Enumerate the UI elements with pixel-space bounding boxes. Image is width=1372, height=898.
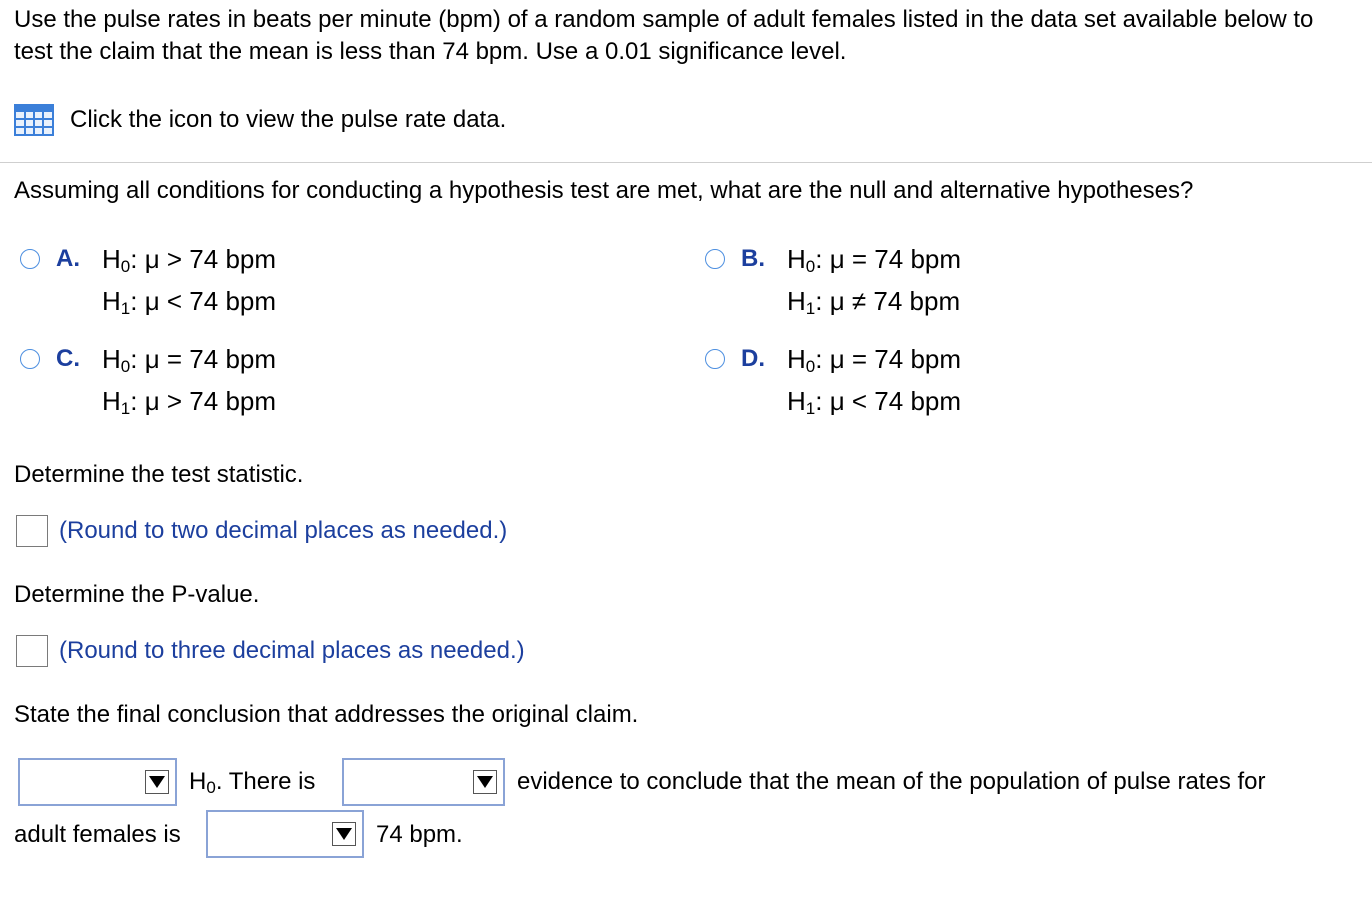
conclusion-evidence-text: evidence to conclude that the mean of the population of pulse rates for <box>517 768 1266 795</box>
p-value-hint: (Round to three decimal places as needed.) <box>59 637 525 664</box>
test-statistic-hint: (Round to two decimal places as needed.) <box>59 517 508 544</box>
option-b-h0: $H_0$: μ = 74 bpm <box>787 244 962 276</box>
option-b-radio[interactable] <box>705 249 725 269</box>
option-a-h0: $H_0$: μ > 74 bpm <box>102 244 277 276</box>
evidence-dropdown[interactable] <box>342 758 505 806</box>
option-d-h0: $H_0$: μ = 74 bpm <box>787 344 962 376</box>
conclusion-value-text: 74 bpm. <box>376 821 463 848</box>
p-value-input[interactable] <box>16 635 48 667</box>
reject-decision-dropdown[interactable] <box>18 758 177 806</box>
table-grid-icon[interactable] <box>14 104 54 136</box>
option-d-radio[interactable] <box>705 349 725 369</box>
option-a-h1: $H_1$: μ < 74 bpm <box>102 286 277 318</box>
option-b-h1: $H_1$: μ ≠ 74 bpm <box>787 286 961 318</box>
option-c-letter: C. <box>56 345 80 372</box>
conclusion-h0-text: $H_0$. There is <box>189 768 316 797</box>
data-link-label[interactable]: Click the icon to view the pulse rate data. <box>70 106 507 133</box>
option-c-h0: $H_0$: μ = 74 bpm <box>102 344 277 376</box>
option-d-letter: D. <box>741 345 765 372</box>
dropdown-arrow-icon[interactable] <box>145 770 169 794</box>
question-hypotheses-prompt: Assuming all conditions for conducting a hypothesis test are met, what are the null and alternative hypotheses? <box>14 177 1194 204</box>
dropdown-arrow-icon[interactable] <box>473 770 497 794</box>
dropdown-arrow-icon[interactable] <box>332 822 356 846</box>
option-c-h1: $H_1$: μ > 74 bpm <box>102 386 277 418</box>
p-value-prompt: Determine the P-value. <box>14 581 260 608</box>
data-link[interactable] <box>14 104 506 136</box>
option-d-h1: $H_1$: μ < 74 bpm <box>787 386 962 418</box>
option-c-radio[interactable] <box>20 349 40 369</box>
option-a-radio[interactable] <box>20 249 40 269</box>
option-b-letter: B. <box>741 245 765 272</box>
test-statistic-input[interactable] <box>16 515 48 547</box>
section-divider <box>0 162 1372 163</box>
conclusion-prompt: State the final conclusion that addresses the original claim. <box>14 701 639 728</box>
conclusion-line2-text: adult females is <box>14 821 181 848</box>
test-statistic-prompt: Determine the test statistic. <box>14 461 304 488</box>
problem-statement: Use the pulse rates in beats per minute (bpm) of a random sample of adult females listed in the data set available below to test the claim that the mean is less than 74 bpm. Use a 0.01 significance level. <box>14 6 1314 65</box>
comparison-dropdown[interactable] <box>206 810 364 858</box>
option-a-letter: A. <box>56 245 80 272</box>
